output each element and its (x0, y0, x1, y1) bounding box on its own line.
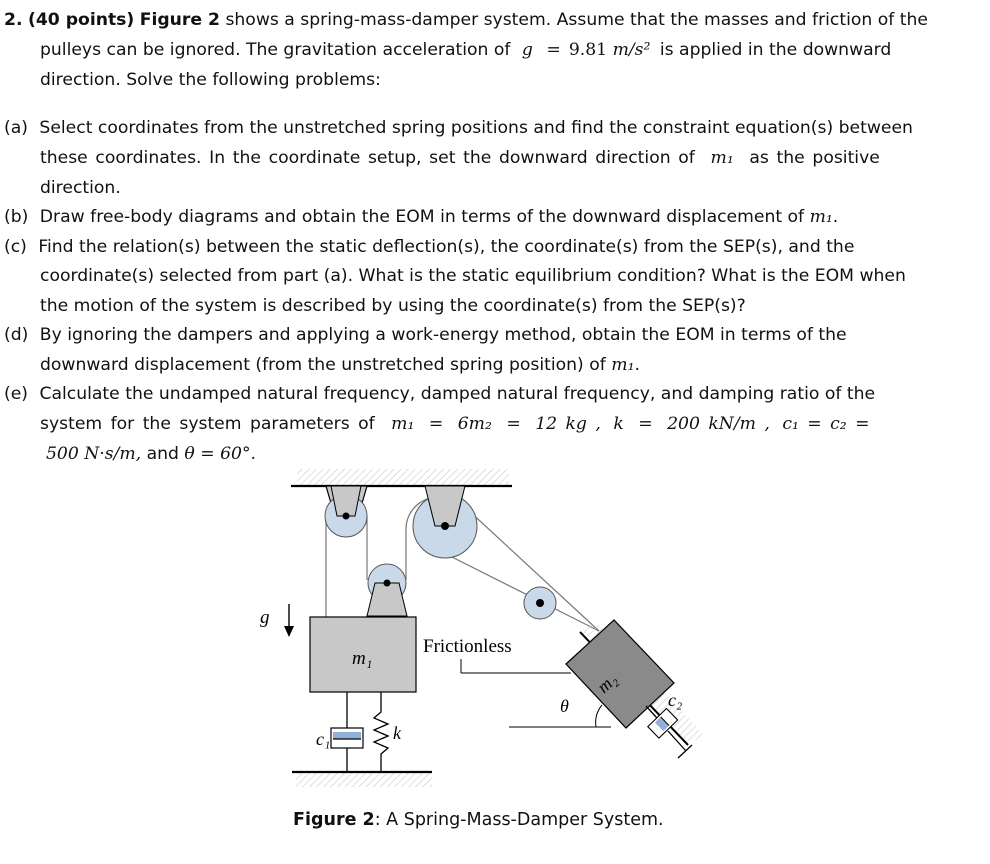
part-e-text-2a: system for the system parameters of (40, 414, 375, 434)
part-a-text-2a: these coordinates. In the coordinate setup, set the downward direction of (40, 148, 695, 168)
caption-rest: : A Spring-Mass-Damper System. (374, 810, 664, 830)
part-c-text-2: coordinate(s) selected from part (a). What is the static equilibrium condition? What is the EOM when (40, 266, 906, 286)
fixed-pulley-right (413, 486, 477, 558)
g-symbol: g (521, 40, 533, 60)
part-a-text-3: direction. (40, 178, 121, 198)
problem-intro-2: pulleys can be ignored. The gravitation acceleration of (40, 40, 511, 60)
part-e-m1: m₁ (391, 414, 415, 434)
figure-reference: Figure 2 (139, 10, 220, 30)
part-a-text-2b: as the positive (749, 148, 880, 168)
part-c-text-1: Find the relation(s) between the static deflection(s), the coordinate(s) from the SEP(s), and the (38, 237, 855, 257)
problem-number: 2. (4, 10, 23, 30)
label-c1: c₁ (316, 729, 331, 749)
part-b-label: (b) (4, 207, 29, 227)
problem-points: (40 points) (27, 10, 135, 30)
figure-caption (293, 806, 664, 836)
label-m2: m₂ (593, 669, 621, 697)
part-e-text-1: Calculate the undamped natural frequency, damped natural frequency, and damping ratio of the (39, 384, 876, 404)
part-e-eq2: = (506, 414, 521, 434)
part-e-label: (e) (4, 384, 28, 404)
label-m1: m₁ (352, 648, 373, 669)
part-b-m1: m₁ (809, 207, 833, 227)
label-k: k (393, 723, 401, 743)
part-e-and: and (141, 444, 185, 464)
part-e-c-value: 500 N·s/m, (46, 444, 142, 464)
part-d-text-2: downward displacement (from the unstretched spring position) of (40, 355, 606, 375)
gravity-arrow (284, 604, 294, 637)
part-d-end: . (634, 355, 640, 375)
part-e-eq3: = (638, 414, 653, 434)
g-unit: m/s² (612, 40, 651, 60)
spring-k (374, 692, 388, 772)
part-e-mass-value: 12 kg , (535, 414, 601, 434)
part-d-m1: m₁ (611, 355, 635, 375)
label-g: g (260, 607, 270, 628)
part-d-label: (d) (4, 325, 29, 345)
part-a-label: (a) (4, 118, 28, 138)
part-e-k-symbol: k (613, 414, 624, 434)
problem-intro-3: direction. Solve the following problems: (40, 70, 381, 90)
g-equals: = (546, 40, 561, 60)
part-d-text-1: By ignoring the dampers and applying a work-energy method, obtain the EOM in terms of the (39, 325, 847, 345)
fixed-pulley-left (325, 486, 367, 537)
part-e-c-symbols: c₁ = c₂ = (782, 414, 870, 434)
floor-ground (292, 772, 432, 787)
label-frictionless: Frictionless (423, 636, 512, 657)
frictionless-pointer (461, 659, 571, 673)
caption-bold: Figure 2 (293, 810, 375, 830)
part-a-text-1: Select coordinates from the unstretched spring positions and find the constraint equation(s) between (39, 118, 913, 138)
problem-intro-1: shows a spring-mass-damper system. Assume that the masses and friction of the (220, 10, 928, 30)
part-b-text-1: Draw free-body diagrams and obtain the EOM in terms of the downward displacement of (39, 207, 805, 227)
part-c-label: (c) (4, 237, 27, 257)
part-e-eq1: = (428, 414, 444, 434)
part-a-m1: m₁ (710, 148, 734, 168)
label-c2: c₂ (668, 690, 683, 710)
idler-pulley (524, 587, 556, 619)
part-e-m2expr: 6m₂ (457, 414, 492, 434)
label-theta: θ (560, 696, 569, 716)
damper-c1 (331, 692, 363, 772)
ceiling-support (291, 469, 512, 486)
part-e-theta: θ = 60°. (184, 444, 257, 464)
problem-intro-2b: is applied in the downward (659, 40, 892, 60)
part-e-k-value: 200 kN/m , (667, 414, 770, 434)
moving-pulley (367, 564, 407, 616)
part-b-end: . (832, 207, 839, 227)
g-value: 9.81 (568, 40, 608, 60)
part-c-text-3: the motion of the system is described by using the coordinate(s) from the SEP(s)? (40, 296, 746, 316)
